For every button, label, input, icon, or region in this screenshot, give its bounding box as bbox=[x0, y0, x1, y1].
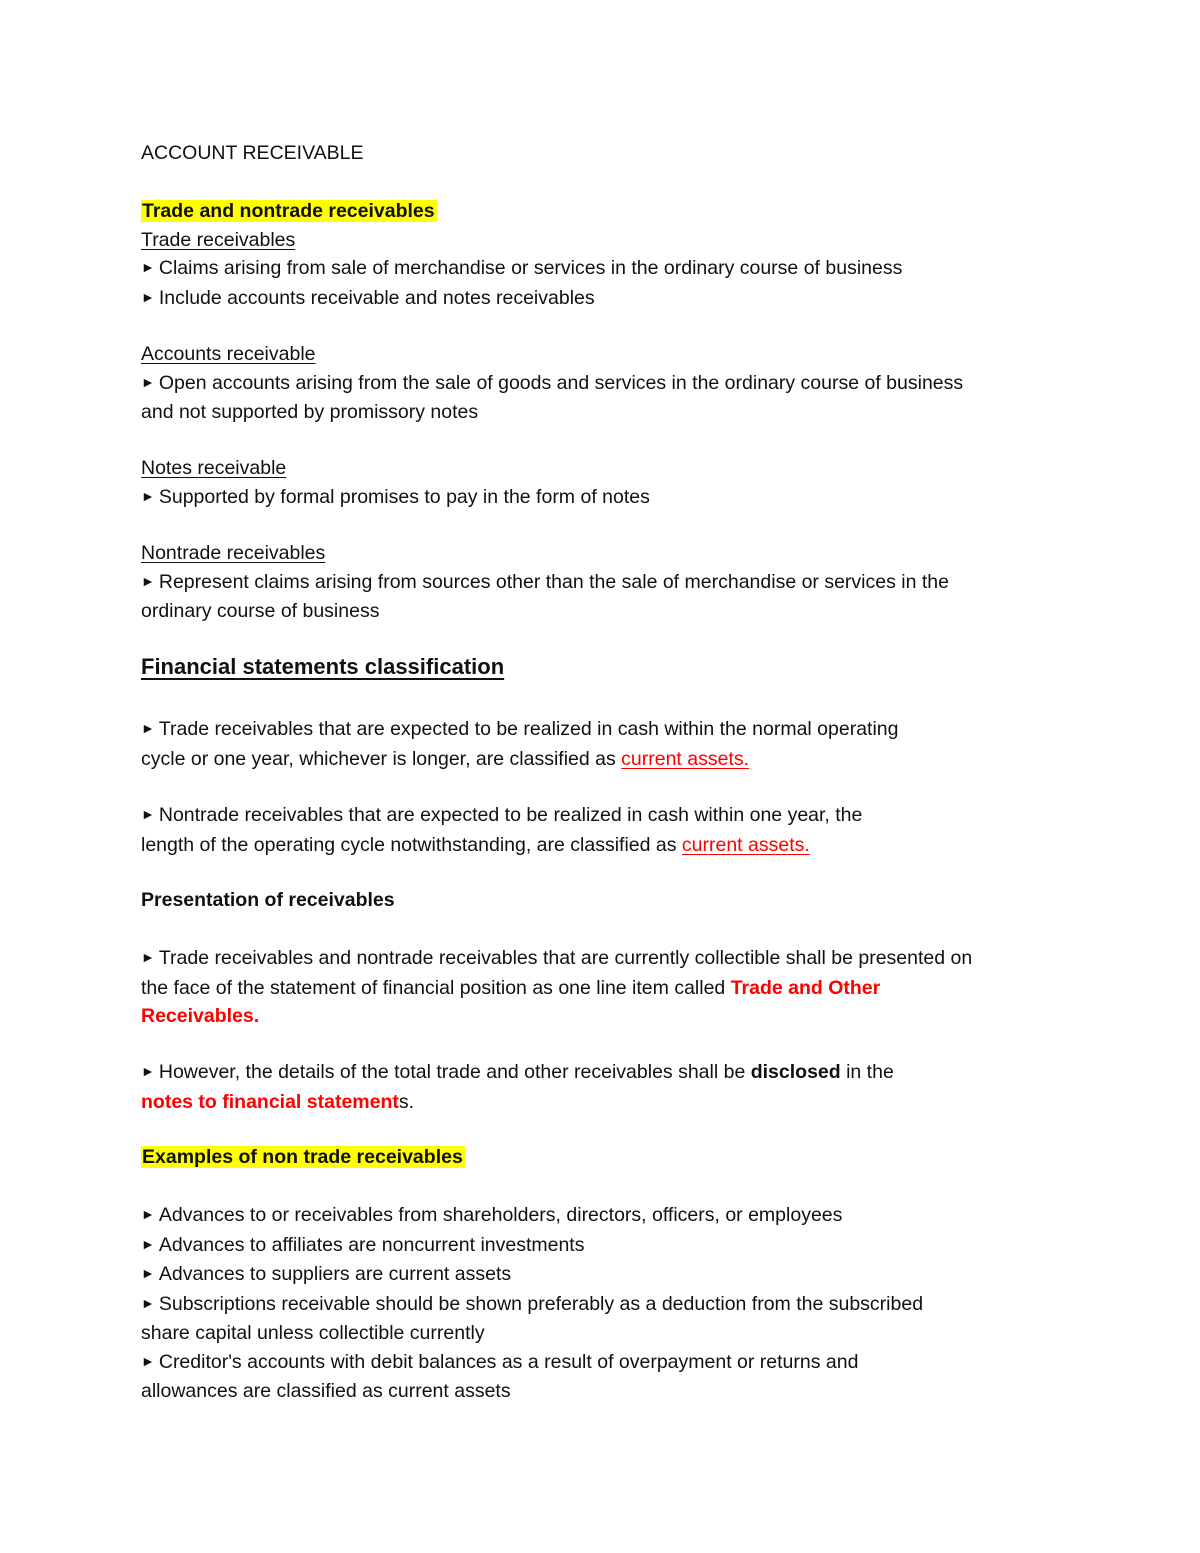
section-heading: Financial statements classification bbox=[141, 654, 505, 679]
presentation-paragraph: ► Trade receivables and nontrade receivables that are currently collectible shall be presented on the face of the statement of financial position as one line item called Trade and Other Receivables. bbox=[141, 944, 972, 1031]
accounts-receivable-label: Accounts receivable bbox=[141, 343, 316, 365]
examples-list bbox=[141, 1201, 923, 1406]
bullet-icon: ► bbox=[141, 373, 155, 390]
bullet-icon: ► bbox=[141, 1063, 155, 1079]
list-item: ► Advances to or receivables from shareholders, directors, officers, or employees bbox=[141, 1204, 843, 1226]
list-item: ► Claims arising from sale of merchandise or services in the ordinary course of business bbox=[141, 257, 903, 279]
list-item: ► Open accounts arising from the sale of goods and services in the ordinary course of business bbox=[141, 371, 964, 394]
bullet-icon: ► bbox=[141, 806, 155, 822]
current-assets-link[interactable]: current assets. bbox=[621, 747, 750, 770]
classification-paragraph: ► Trade receivables that are expected to be realized in cash within the normal operating cycle or one year, whichever is longer, are classified as current assets. bbox=[141, 718, 899, 770]
list-item: ► Represent claims arising from sources other than the sale of merchandise or services in the bbox=[141, 570, 949, 593]
current-assets-link[interactable]: current assets. bbox=[681, 833, 810, 856]
bullet-icon: ► bbox=[141, 1265, 155, 1281]
presentation-heading: Presentation of receivables bbox=[141, 889, 395, 911]
list-item: ► Include accounts receivable and notes receivables bbox=[141, 286, 595, 309]
section-fs-classification-heading bbox=[141, 653, 504, 683]
bullet-icon: ► bbox=[141, 259, 155, 275]
trade-receivables-label: Trade receivables bbox=[141, 228, 296, 251]
bullet-icon: ► bbox=[141, 1235, 155, 1252]
notes-receivable-block bbox=[141, 454, 650, 512]
list-item-continuation: allowances are classified as current assets bbox=[141, 1380, 511, 1402]
section-trade-nontrade bbox=[141, 197, 902, 313]
bullet-icon: ► bbox=[141, 288, 155, 305]
nontrade-receivables-block bbox=[141, 539, 949, 626]
emphasis-bold: disclosed bbox=[750, 1061, 841, 1083]
examples-heading bbox=[141, 1143, 465, 1172]
list-item: ► Subscriptions receivable should be shown preferably as a deduction from the subscribed bbox=[141, 1292, 924, 1315]
list-item: ► Advances to suppliers are current assets bbox=[141, 1263, 512, 1285]
emphasis-red: Trade and Other bbox=[730, 976, 881, 999]
bullet-icon: ► bbox=[141, 1352, 155, 1369]
bullet-icon: ► bbox=[141, 720, 155, 736]
notes-receivable-label: Notes receivable bbox=[141, 457, 287, 479]
list-item-continuation: share capital unless collectible currently bbox=[141, 1322, 485, 1344]
list-item: ► Advances to affiliates are noncurrent investments bbox=[141, 1233, 585, 1256]
nontrade-receivables-label: Nontrade receivables bbox=[141, 542, 326, 564]
list-item: ► Creditor's accounts with debit balances as a result of overpayment or returns and bbox=[141, 1350, 859, 1373]
classification-paragraph: ► Nontrade receivables that are expected to be realized in cash within one year, the length of the operating cycle notwithstanding, are classified as current assets. bbox=[141, 804, 863, 856]
bullet-icon: ► bbox=[141, 487, 155, 504]
list-item-continuation: ordinary course of business bbox=[141, 600, 380, 622]
document-title: ACCOUNT RECEIVABLE bbox=[141, 142, 364, 164]
bullet-icon: ► bbox=[141, 572, 155, 589]
presentation-paragraph: ► However, the details of the total trade and other receivables shall be disclosed in the notes to financial statements. bbox=[141, 1061, 894, 1113]
highlighted-heading: Examples of non trade receivables bbox=[142, 1146, 463, 1168]
emphasis-red: Receivables. bbox=[141, 1005, 260, 1027]
bullet-icon: ► bbox=[141, 1294, 155, 1311]
list-item-continuation: and not supported by promissory notes bbox=[141, 401, 479, 423]
highlighted-heading: Trade and nontrade receivables bbox=[142, 200, 435, 222]
emphasis-red: notes to financial statement bbox=[141, 1090, 399, 1113]
accounts-receivable-block bbox=[141, 340, 963, 427]
bullet-icon: ► bbox=[141, 1206, 155, 1222]
bullet-icon: ► bbox=[141, 949, 155, 965]
list-item: ► Supported by formal promises to pay in the form of notes bbox=[141, 485, 650, 508]
